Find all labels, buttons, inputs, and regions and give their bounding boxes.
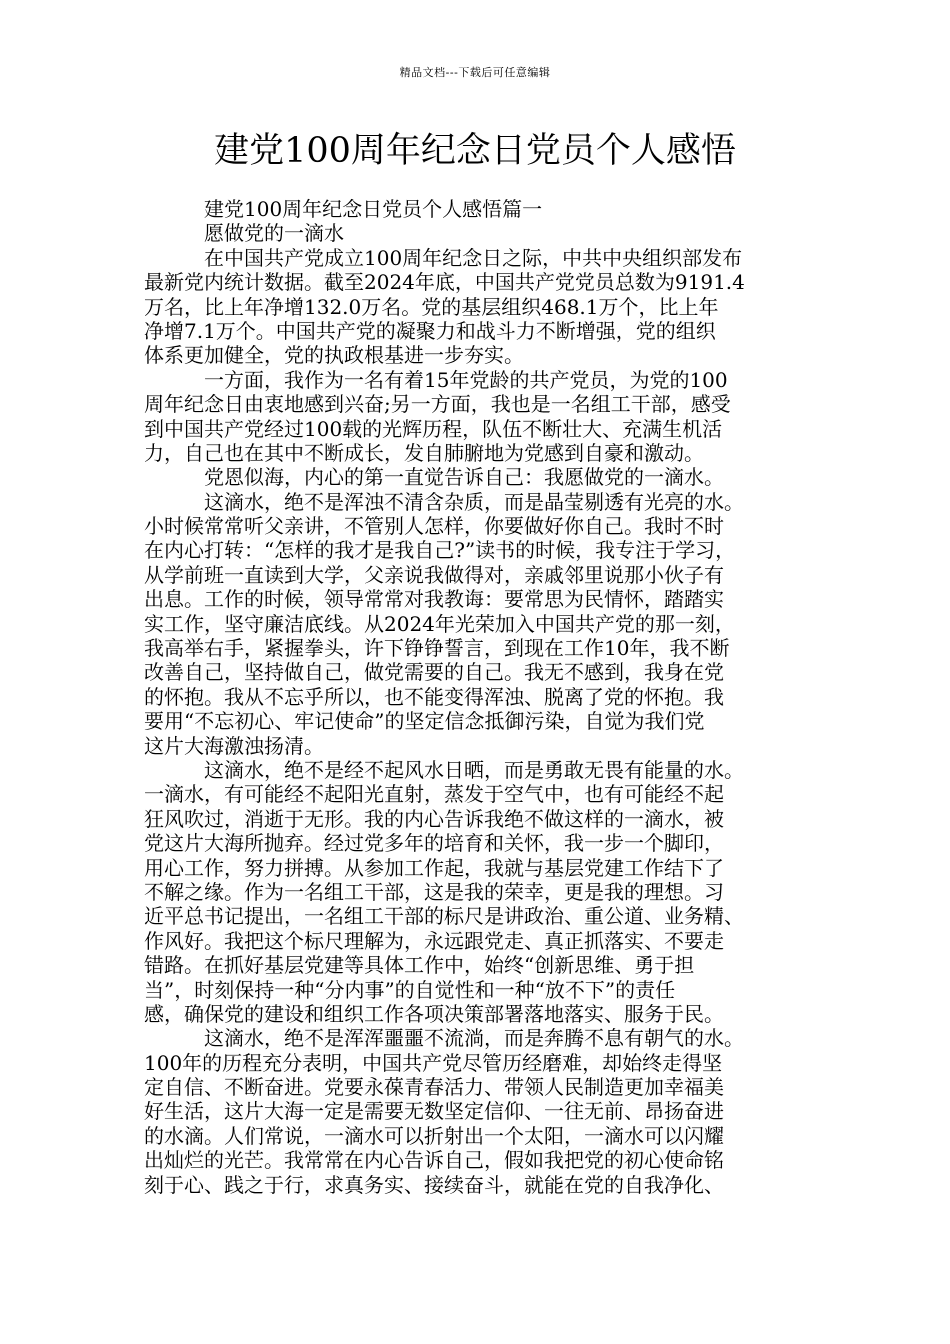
document-title: 建党100周年纪念日党员个人感悟 — [214, 131, 736, 171]
body-line: 的水滴。人们常说，一滴水可以折射出一个太阳，一滴水可以闪耀 — [144, 1123, 724, 1148]
body-line: 小时候常常听父亲讲，不管别人怎样，你要做好你自己。我时不时 — [144, 514, 724, 539]
body-line: 一方面，我作为一名有着15年党龄的共产党员，为党的100 — [144, 367, 728, 392]
document-body — [144, 197, 820, 1197]
body-line: 用心工作，努力拼搏。从参加工作起，我就与基层党建工作结下了 — [144, 855, 724, 880]
body-line: 不解之缘。作为一名组工干部，这是我的荣幸，更是我的理想。习 — [144, 879, 724, 904]
body-line: 这滴水，绝不是经不起风水日晒，而是勇敢无畏有能量的水。 — [144, 757, 744, 782]
body-line: 当”，时刻保持一种“分内事”的自觉性和一种“放不下”的责任 — [144, 977, 676, 1002]
body-line: 近平总书记提出，一名组工干部的标尺是讲政治、重公道、业务精、 — [144, 904, 744, 929]
body-line: 到中国共产党经过100载的光辉历程，队伍不断壮大、充满生机活 — [144, 416, 723, 441]
body-line: 万名，比上年净增132.0万名。党的基层组织468.1万个，比上年 — [144, 294, 719, 319]
body-line: 实工作，坚守廉洁底线。从2024年光荣加入中国共产党的那一刻， — [144, 611, 735, 636]
body-line: 建党100周年纪念日党员个人感悟篇一 — [144, 197, 543, 221]
body-line: 作风好。我把这个标尺理解为，永远跟党走、真正抓落实、不要走 — [144, 928, 724, 953]
body-line: 感，确保党的建设和组织工作各项决策部署落地落实、服务于民。 — [144, 1001, 724, 1026]
body-line: 100年的历程充分表明，中国共产党尽管历经磨难，却始终走得坚 — [144, 1050, 723, 1075]
body-line: 这滴水，绝不是浑浊不清含杂质，而是晶莹剔透有光亮的水。 — [144, 489, 744, 514]
body-line: 最新党内统计数据。截至2024年底，中国共产党党员总数为9191.4 — [144, 270, 745, 295]
body-line: 要用“不忘初心、牢记使命”的坚定信念抵御污染，自觉为我们党 — [144, 709, 705, 734]
header-note: 精品文档---下载后可任意编辑 — [399, 66, 551, 79]
body-line: 在中国共产党成立100周年纪念日之际，中共中央组织部发布 — [144, 245, 743, 270]
body-line: 定自信、不断奋进。党要永葆青春活力、带领人民制造更加幸福美 — [144, 1075, 724, 1100]
body-line: 狂风吹过，消逝于无形。我的内心告诉我绝不做这样的一滴水，被 — [144, 806, 724, 831]
body-line: 从学前班一直读到大学，父亲说我做得对，亲戚邻里说那小伙子有 — [144, 562, 724, 587]
body-line: 好生活，这片大海一定是需要无数坚定信仰、一往无前、昂扬奋进 — [144, 1099, 724, 1124]
body-line: 体系更加健全，党的执政根基进一步夯实。 — [144, 343, 524, 368]
body-line: 愿做党的一滴水 — [144, 221, 344, 246]
body-line: 出灿烂的光芒。我常常在内心告诉自己，假如我把党的初心使命铭 — [144, 1148, 724, 1173]
body-line: 错路。在抓好基层党建等具体工作中，始终“创新思维、勇于担 — [144, 953, 695, 978]
body-line: 改善自己，坚持做自己，做党需要的自己。我无不感到，我身在党 — [144, 660, 724, 685]
body-line: 力，自己也在其中不断成长，发自肺腑地为党感到自豪和激动。 — [144, 440, 704, 465]
body-line: 出息。工作的时候，领导常常对我教诲：要常思为民情怀，踏踏实 — [144, 587, 724, 612]
body-line: 这片大海激浊扬清。 — [144, 733, 324, 758]
body-line: 这滴水，绝不是浑浑噩噩不流淌，而是奔腾不息有朝气的水。 — [144, 1026, 744, 1051]
body-line: 我高举右手，紧握拳头，许下铮铮誓言，到现在工作10年，我不断 — [144, 636, 730, 661]
body-line: 的怀抱。我从不忘乎所以，也不能变得浑浊、脱离了党的怀抱。我 — [144, 684, 724, 709]
body-line: 一滴水，有可能经不起阳光直射，蒸发于空气中，也有可能经不起 — [144, 782, 724, 807]
body-line: 党这片大海所抛弃。经过党多年的培育和关怀，我一步一个脚印， — [144, 831, 724, 856]
body-line: 周年纪念日由衷地感到兴奋;另一方面，我也是一名组工干部，感受 — [144, 392, 731, 417]
body-line: 刻于心、践之于行，求真务实、接续奋斗，就能在党的自我净化、 — [144, 1172, 724, 1197]
body-line: 在内心打转：“怎样的我才是我自己?”读书的时候，我专注于学习， — [144, 538, 736, 563]
body-line: 净增7.1万个。中国共产党的凝聚力和战斗力不断增强，党的组织 — [144, 318, 716, 343]
body-line: 党恩似海，内心的第一直觉告诉自己：我愿做党的一滴水。 — [144, 465, 724, 490]
